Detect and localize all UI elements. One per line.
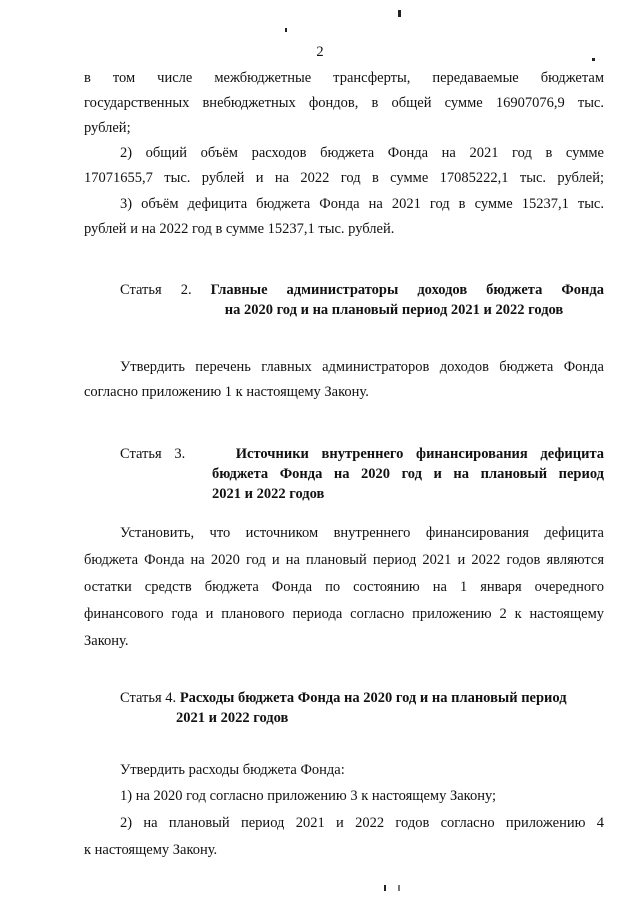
article-label: Статья 3. (120, 446, 186, 462)
scan-speck (285, 28, 287, 32)
page-number: 2 (316, 44, 324, 60)
intro-block (84, 66, 604, 141)
article-text: Закону. (84, 633, 129, 649)
article-label: Статья 4. (120, 690, 177, 706)
article-3-text (84, 520, 604, 655)
article-title: бюджета Фонда на 2020 год и на плановый период (212, 466, 604, 482)
article-label: Статья 2. (120, 282, 192, 298)
article-title: Расходы бюджета Фонда на 2020 год и на плановый период (179, 690, 567, 706)
scan-speck (398, 885, 400, 891)
intro-line: государственных внебюджетных фондов, в общей сумме 16907076,9 тыс. (84, 95, 604, 111)
item-2 (84, 141, 604, 191)
article-item: 1) на 2020 год согласно приложению 3 к настоящему Закону; (120, 788, 497, 804)
item-line: рублей и на 2022 год в сумме 15237,1 тыс. рублей. (84, 221, 395, 237)
article-text: согласно приложению 1 к настоящему Закону. (84, 384, 369, 400)
scan-speck (398, 10, 401, 17)
article-text: остатки средств бюджета Фонда по состоянию на 1 января очередного (84, 579, 604, 595)
item-line: 3) объём дефицита бюджета Фонда на 2021 год в сумме 15237,1 тыс. (120, 196, 604, 212)
item-line: 17071655,7 тыс. рублей и на 2022 год в сумме 17085222,1 тыс. рублей; (84, 170, 604, 186)
article-2-text (84, 355, 604, 405)
intro-line: в том числе межбюджетные трансферты, передаваемые бюджетам (84, 70, 604, 86)
intro-line: рублей; (84, 120, 131, 136)
scan-speck (384, 885, 386, 891)
article-4-text (84, 758, 604, 782)
article-3-heading (120, 444, 604, 504)
article-title: Источники внутреннего финансирования дефицита (235, 446, 604, 462)
article-text: бюджета Фонда на 2020 год и на плановый период 2021 и 2022 годов являются (84, 552, 604, 568)
article-text: Утвердить расходы бюджета Фонда: (120, 762, 345, 778)
article-title: 2021 и 2022 годов (212, 486, 325, 502)
article-text: Установить, что источником внутреннего финансирования дефицита (120, 525, 604, 541)
article-title: Главные администраторы доходов бюджета Фонда (210, 282, 604, 298)
article-text: финансового года и планового периода согласно приложению 2 к настоящему (84, 606, 604, 622)
article-4-items (84, 783, 604, 864)
article-2-heading (120, 280, 604, 320)
article-4-heading (120, 688, 604, 728)
item-line: 2) общий объём расходов бюджета Фонда на 2021 год в сумме (120, 145, 604, 161)
article-item: 2) на плановый период 2021 и 2022 годов согласно приложению 4 (120, 815, 604, 831)
article-title: на 2020 год и на плановый период 2021 и 2022 годов (224, 302, 564, 318)
article-title: 2021 и 2022 годов (176, 710, 289, 726)
article-item: к настоящему Закону. (84, 842, 218, 858)
item-3 (84, 192, 604, 242)
article-text: Утвердить перечень главных администраторов доходов бюджета Фонда (120, 359, 604, 375)
